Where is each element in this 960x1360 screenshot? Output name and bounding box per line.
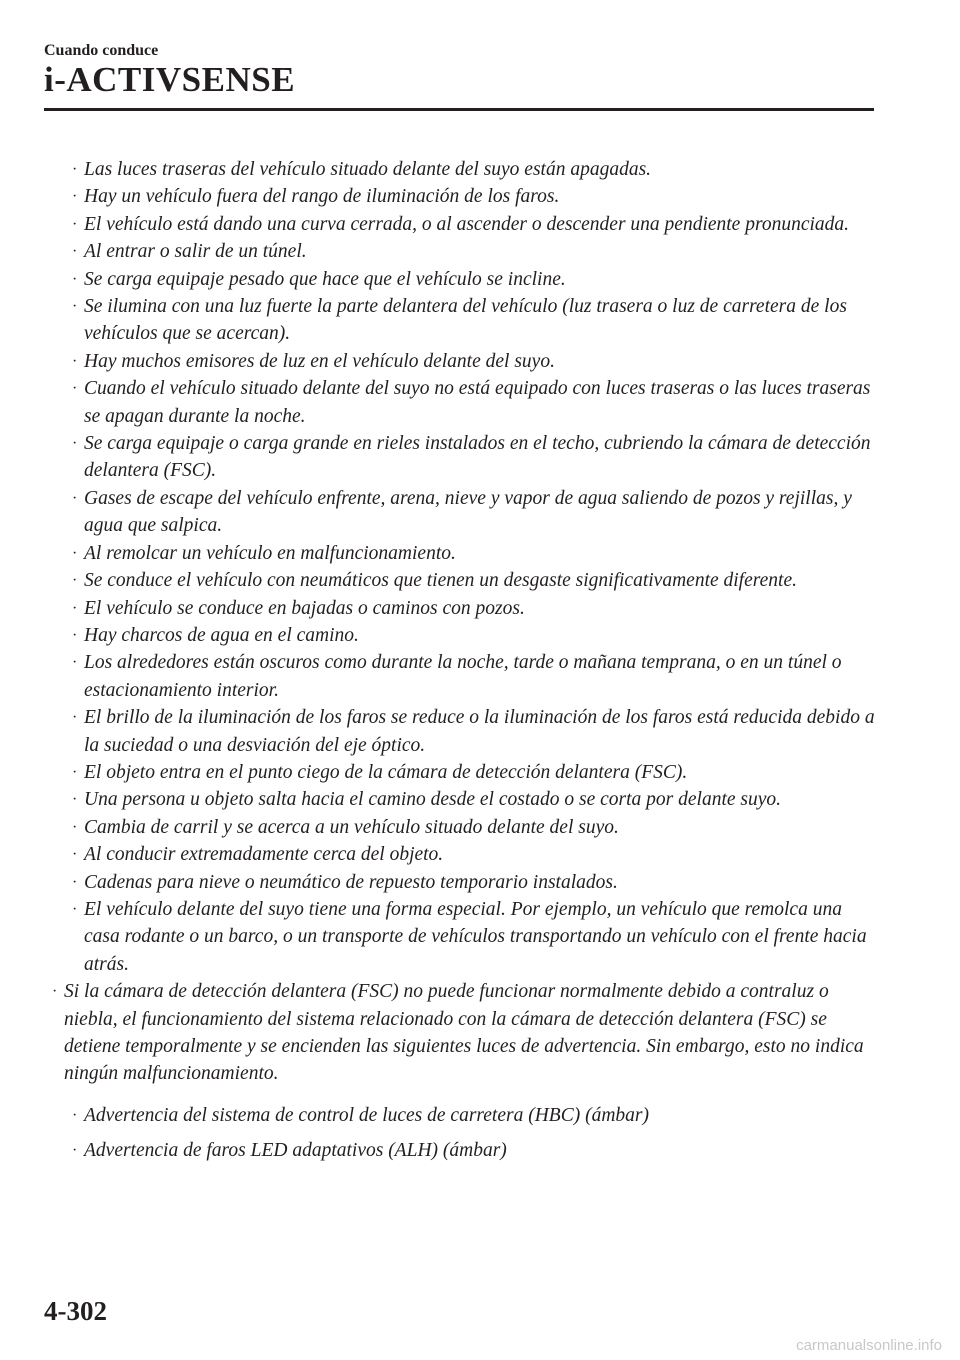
condition-item-text: Cambia de carril y se acerca a un vehículo situado delante del suyo.: [84, 816, 619, 838]
warning-item-text: Advertencia de faros LED adaptativos (ALH) (ámbar): [84, 1140, 507, 1162]
condition-item-text: El vehículo se conduce en bajadas o caminos con pozos.: [84, 597, 525, 619]
bullet: ·: [72, 572, 78, 590]
header-rule: [44, 108, 874, 111]
condition-item-text: Una persona u objeto salta hacia el camino desde el costado o se corta por delante suyo.: [84, 789, 782, 811]
condition-item-text: Al remolcar un vehículo en malfuncionamiento.: [84, 542, 456, 564]
bullet: ·: [72, 243, 78, 261]
bullet: ·: [72, 654, 78, 672]
bullet: ·: [72, 215, 78, 233]
condition-item-text: El objeto entra en el punto ciego de la cámara de detección delantera (FSC).: [84, 761, 688, 783]
condition-item: [0, 348, 960, 375]
condition-item: [0, 896, 960, 978]
condition-item-text: Se ilumina con una luz fuerte la parte delantera del vehículo (luz trasera o luz de carretera de los vehículos que se acercan).: [84, 296, 847, 345]
bullet: ·: [72, 873, 78, 891]
warning-list: [0, 1102, 960, 1165]
condition-item: [0, 238, 960, 265]
condition-item-text: El vehículo está dando una curva cerrada, o al ascender o descender una pendiente pronunciada.: [84, 213, 850, 235]
condition-item: [0, 786, 960, 813]
condition-item-text: Cadenas para nieve o neumático de repuesto temporario instalados.: [84, 871, 618, 893]
condition-item: [0, 869, 960, 896]
section-title: i-ACTIVSENSE: [44, 60, 296, 99]
bullet: ·: [72, 489, 78, 507]
bullet: ·: [72, 188, 78, 206]
condition-item: [0, 595, 960, 622]
condition-item: [0, 211, 960, 238]
bullet: ·: [72, 435, 78, 453]
condition-item: [0, 540, 960, 567]
condition-item: [0, 183, 960, 210]
condition-item-text: Cuando el vehículo situado delante del suyo no está equipado con luces traseras o las luces traseras se apagan durante la noche.: [84, 378, 871, 427]
warning-item-text: Advertencia del sistema de control de luces de carretera (HBC) (ámbar): [84, 1104, 649, 1126]
bullet: ·: [72, 1106, 78, 1124]
bullet: ·: [72, 763, 78, 781]
fsc-note-text: Si la cámara de detección delantera (FSC) no puede funcionar normalmente debido a contraluz o niebla, el funcionamiento del sistema relacionado con la cámara de detección delantera (FSC) se detiene temporalmente y se encienden las siguientes luces de advertencia. Sin embargo, esto no indica ningún malfuncionamiento.: [64, 981, 864, 1085]
condition-item: [0, 375, 960, 430]
bullet: ·: [72, 709, 78, 727]
condition-item: [0, 841, 960, 868]
bullet: ·: [72, 818, 78, 836]
condition-item-text: Hay un vehículo fuera del rango de iluminación de los faros.: [84, 186, 560, 208]
content: [0, 156, 960, 1165]
condition-item-text: Las luces traseras del vehículo situado delante del suyo están apagadas.: [84, 159, 652, 180]
condition-item: [0, 704, 960, 759]
bullet: ·: [72, 846, 78, 864]
condition-item-text: Se carga equipaje o carga grande en rieles instalados en el techo, cubriendo la cámara de detección delantera (FSC).: [84, 433, 871, 482]
section-label: Cuando conduce: [44, 42, 159, 59]
bullet: ·: [72, 161, 78, 178]
condition-item: [0, 759, 960, 786]
condition-item-text: Al conducir extremadamente cerca del objeto.: [84, 844, 444, 866]
bullet: ·: [72, 352, 78, 370]
bullet: ·: [72, 380, 78, 398]
condition-item-text: Se carga equipaje pesado que hace que el vehículo se incline.: [84, 268, 566, 290]
condition-item: [0, 293, 960, 348]
condition-item-text: Se conduce el vehículo con neumáticos que tienen un desgaste significativamente diferente.: [84, 570, 797, 592]
condition-item: [0, 649, 960, 704]
bullet: ·: [72, 270, 78, 288]
warning-item: [0, 1137, 960, 1164]
fsc-note: [0, 978, 960, 1088]
condition-item-text: Los alrededores están oscuros como durante la noche, tarde o mañana temprana, o en un túnel o estacionamiento interior.: [84, 652, 842, 701]
condition-item: [0, 567, 960, 594]
condition-list: [0, 156, 960, 978]
bullet: ·: [72, 298, 78, 316]
bullet: ·: [72, 599, 78, 617]
page-number: 4-302: [44, 1296, 107, 1326]
watermark: carmanualsonline.info: [796, 1337, 942, 1354]
condition-item-text: El brillo de la iluminación de los faros se reduce o la iluminación de los faros está reducida debido a la suciedad o una desviación del eje óptico.: [84, 707, 875, 756]
condition-item: [0, 430, 960, 485]
condition-item-text: El vehículo delante del suyo tiene una forma especial. Por ejemplo, un vehículo que remolca una casa rodante o un barco, o un transporte de vehículos transportando un vehículo con el frente hacia atrás.: [84, 898, 867, 975]
warning-item: [0, 1102, 960, 1129]
condition-item: [0, 485, 960, 540]
condition-item: [0, 814, 960, 841]
condition-item-text: Hay muchos emisores de luz en el vehículo delante del suyo.: [84, 350, 555, 372]
bullet: ·: [72, 1142, 78, 1160]
condition-item: [0, 622, 960, 649]
bullet: ·: [52, 983, 58, 1001]
condition-item-text: Al entrar o salir de un túnel.: [84, 241, 307, 263]
condition-item-text: Hay charcos de agua en el camino.: [84, 624, 359, 646]
bullet: ·: [72, 900, 78, 918]
bullet: ·: [72, 544, 78, 562]
condition-item-text: Gases de escape del vehículo enfrente, arena, nieve y vapor de agua saliendo de pozos y rejillas, y agua que salpica.: [84, 487, 852, 537]
bullet: ·: [72, 791, 78, 809]
bullet: ·: [72, 626, 78, 644]
condition-item: [0, 266, 960, 293]
condition-item: [0, 156, 960, 183]
